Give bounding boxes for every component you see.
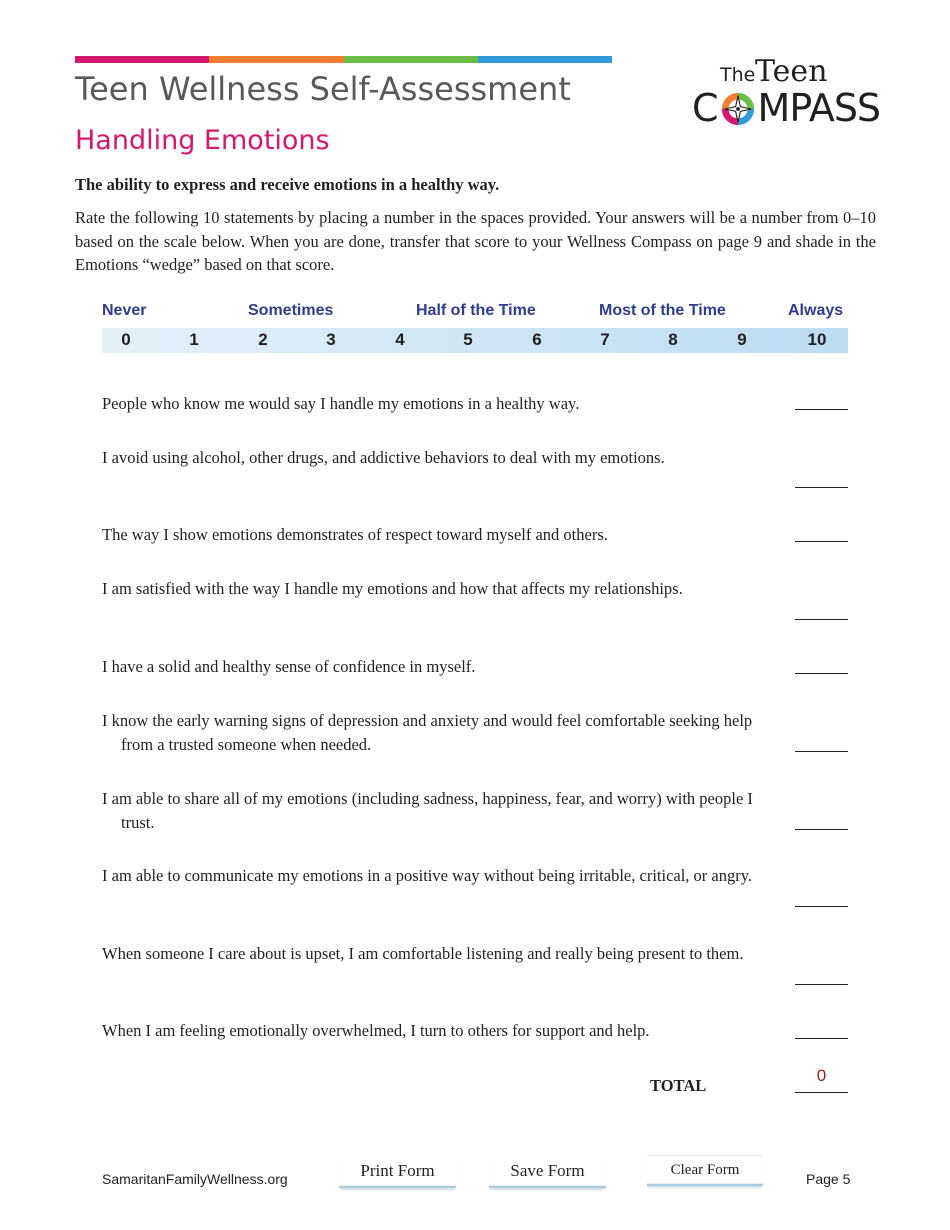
score-input[interactable] (795, 408, 848, 410)
scale-label-half: Half of the Time (416, 302, 536, 319)
page-number: Page 5 (806, 1171, 851, 1187)
score-input[interactable] (795, 540, 848, 542)
logo-compass-rest: MPASS (757, 86, 881, 130)
total-value: 0 (816, 1066, 827, 1085)
scale-number: 9 (737, 330, 747, 349)
color-bar-segment (75, 56, 209, 63)
statement-text: I am able to share all of my emotions (including sadness, happiness, fear, and worry) with people I trust. (102, 789, 753, 832)
statement-row (102, 446, 848, 488)
save-form-button[interactable]: Save Form (489, 1155, 606, 1188)
score-input[interactable] (795, 672, 848, 674)
instructions-text: Rate the following 10 statements by placing a number in the spaces provided. Your answers will be a number from 0–10 based on the scale below. When you are done, transfer that score to your Wellness Compass on page 9 and shade in the Emotions “wedge” based on that score. (75, 208, 876, 274)
statement-text: When someone I care about is upset, I am comfortable listening and really being present to them. (102, 944, 744, 963)
logo-compass-c: C (692, 86, 718, 130)
statement-text: I avoid using alcohol, other drugs, and addictive behaviors to deal with my emotions. (102, 448, 665, 467)
statement-text: I am able to communicate my emotions in a positive way without being irritable, critical, or angry. (102, 866, 753, 885)
statement-row (102, 709, 848, 752)
scale-label-never: Never (102, 302, 147, 319)
scale-labels (102, 302, 848, 324)
score-input[interactable] (795, 750, 848, 752)
print-form-button[interactable]: Print Form (339, 1155, 456, 1188)
footer-website: SamaritanFamilyWellness.org (102, 1171, 288, 1187)
scale-number: 6 (532, 330, 542, 349)
header-color-bar (75, 56, 612, 63)
logo-compass-text (692, 86, 880, 130)
score-input[interactable] (795, 905, 848, 907)
scale-number: 2 (258, 330, 268, 349)
total-underline (795, 1092, 848, 1093)
definition-text: The ability to express and receive emotions in a healthy way. (75, 175, 500, 194)
scale-number: 7 (600, 330, 610, 349)
section-title: Handling Emotions (75, 125, 330, 156)
statement-row (102, 392, 848, 413)
color-bar-segment (209, 56, 343, 63)
scale-number-bar (102, 328, 848, 353)
logo-the-text: The (720, 64, 756, 86)
score-input[interactable] (795, 1037, 848, 1039)
statement-text: I am satisfied with the way I handle my emotions and how that affects my relationships. (102, 579, 683, 598)
statement-text: I know the early warning signs of depression and anxiety and would feel comfortable seeking help from a trusted someone when needed. (102, 711, 753, 754)
statement-row (102, 864, 848, 907)
color-bar-segment (344, 56, 478, 63)
scale-label-sometimes: Sometimes (248, 302, 334, 319)
scale-number: 5 (463, 330, 473, 349)
score-input[interactable] (795, 983, 848, 985)
score-input[interactable] (795, 486, 848, 488)
statement-row (102, 655, 848, 674)
total-label: TOTAL (650, 1076, 707, 1095)
clear-form-button[interactable]: Clear Form (647, 1155, 763, 1186)
scale-number: 8 (668, 330, 678, 349)
scale-number: 3 (326, 330, 336, 349)
scale-number: 4 (395, 330, 405, 349)
statement-text: I have a solid and healthy sense of confidence in myself. (102, 657, 476, 676)
score-input[interactable] (795, 828, 848, 830)
compass-icon (719, 90, 757, 128)
statement-row (102, 942, 848, 985)
statement-text: People who know me would say I handle my emotions in a healthy way. (102, 394, 580, 413)
score-input[interactable] (795, 618, 848, 620)
statement-text: When I am feeling emotionally overwhelmed, I turn to others for support and help. (102, 1021, 650, 1040)
page-title: Teen Wellness Self-Assessment (75, 70, 571, 108)
statement-row (102, 787, 848, 830)
statement-text: The way I show emotions demonstrates of respect toward myself and others. (102, 525, 608, 544)
logo-teen-text: Teen (755, 54, 828, 89)
scale-number: 1 (189, 330, 199, 349)
statement-row (102, 577, 848, 620)
statement-row (102, 523, 848, 542)
color-bar-segment (478, 56, 612, 63)
scale-label-most: Most of the Time (599, 302, 726, 319)
scale-number: 0 (121, 330, 131, 349)
teen-compass-logo (690, 54, 881, 140)
scale-label-always: Always (788, 302, 844, 319)
statement-row (102, 1019, 848, 1039)
scale-number: 10 (807, 330, 827, 349)
